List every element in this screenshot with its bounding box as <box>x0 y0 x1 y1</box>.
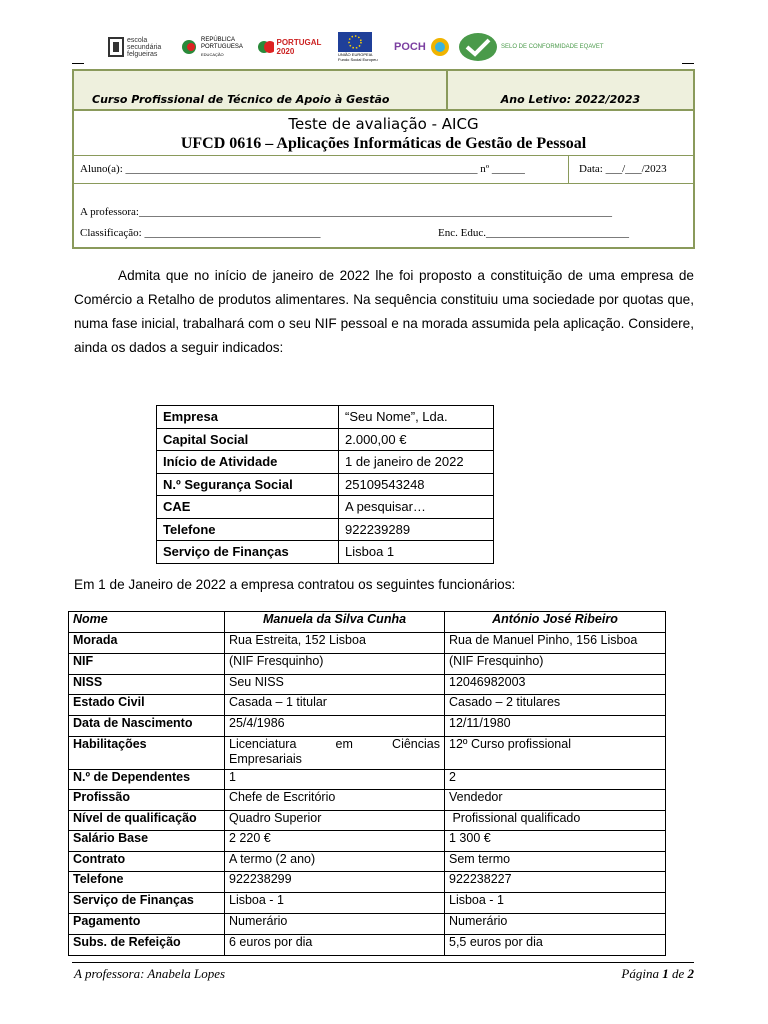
eu-flag-icon <box>338 32 372 52</box>
table-row <box>69 633 666 654</box>
employee-b-value-text: Rua de Manuel Pinho, 156 Lisboa <box>449 633 638 647</box>
test-title: Teste de avaliação - AICG <box>288 115 479 133</box>
employee-b-value: 2 <box>445 770 666 790</box>
employee-b-value: Sem termo <box>445 852 666 872</box>
employee-a-value-text: Licenciatura em Ciências Empresariais <box>229 737 440 766</box>
table-row <box>69 716 666 737</box>
company-value: 25109543248 <box>339 473 494 496</box>
republica-emblem-icon <box>180 38 198 56</box>
company-value: 922239289 <box>339 518 494 541</box>
eqavet-label: SELO DE CONFORMIDADE EQAVET <box>501 43 604 50</box>
republica-logo-sub: EDUCAÇÃO <box>201 51 224 57</box>
employee-field: Profissão <box>69 790 225 811</box>
table-row <box>69 770 666 790</box>
eqavet-logo <box>458 30 604 64</box>
table-row <box>69 695 666 716</box>
employee-field: NIF <box>69 654 225 675</box>
table-row <box>157 541 494 564</box>
portugal2020-emblem-icon <box>256 38 274 56</box>
school-year: Ano Letivo: 2022/2023 <box>500 93 641 106</box>
company-key: Capital Social <box>157 428 339 451</box>
ufcd-title: UFCD 0616 – Aplicações Informáticas de Gestão de Pessoal <box>180 135 587 152</box>
course-name: Curso Profissional de Técnico de Apoio à Gestão <box>74 71 448 109</box>
company-key: Serviço de Finanças <box>157 541 339 564</box>
employee-b-value: Numerário <box>445 914 666 935</box>
employee-b-value: 12046982003 <box>445 675 666 695</box>
employee-field: NISS <box>69 675 225 695</box>
employee-a-value: Lisboa - 1 <box>225 893 445 914</box>
table-row <box>69 914 666 935</box>
table-row <box>69 811 666 831</box>
employee-b-value <box>445 633 666 654</box>
school-logo-line: escola <box>127 36 148 44</box>
eu-logo <box>338 30 378 64</box>
company-key: CAE <box>157 496 339 519</box>
employees-intro: Em 1 de Janeiro de 2022 a empresa contratou os seguintes funcionários: <box>74 577 516 592</box>
eu-sub: Fundo Social Europeu <box>338 57 378 62</box>
eqavet-check-icon <box>458 32 498 62</box>
company-value: A pesquisar… <box>339 496 494 519</box>
employee-field: Estado Civil <box>69 695 225 716</box>
employee-field: Subs. de Refeição <box>69 935 225 956</box>
company-value: Lisboa 1 <box>339 541 494 564</box>
company-key: Telefone <box>157 518 339 541</box>
table-row <box>69 872 666 893</box>
employee-a-value: Quadro Superior <box>225 811 445 831</box>
intro-paragraph: Admita que no início de janeiro de 2022 lhe foi proposto a constituição de uma empresa de Comércio a Retalho de produtos alimentares. Na sequência constituiu uma sociedade por quotas que, numa fase inicial, trabalhará com o seu NIF pessoal e na morada assumida pela aplicação. Considere, ainda os dados a seguir indicados: <box>74 268 694 355</box>
employee-a-value: 6 euros por dia <box>225 935 445 956</box>
employee-field: Nome <box>69 612 225 633</box>
employee-b-value: António José Ribeiro <box>445 612 666 633</box>
employee-b-value: 922238227 <box>445 872 666 893</box>
school-emblem-icon <box>108 36 124 58</box>
employee-a-value <box>225 737 445 770</box>
employee-field: Pagamento <box>69 914 225 935</box>
company-table <box>156 405 494 564</box>
footer-divider <box>72 962 694 963</box>
employee-field: Morada <box>69 633 225 654</box>
table-row <box>69 935 666 956</box>
school-logo <box>108 30 161 64</box>
employees-table <box>68 611 666 956</box>
course-row <box>74 71 693 111</box>
grade-field: Classificação: ________________________________ <box>80 227 321 239</box>
page-total: 2 <box>687 966 694 981</box>
employee-b-value: 12/11/1980 <box>445 716 666 737</box>
page-of: de <box>671 966 685 981</box>
table-row <box>69 852 666 872</box>
employee-b-value: 5,5 euros por dia <box>445 935 666 956</box>
table-row <box>69 831 666 852</box>
poch-logo <box>394 30 451 64</box>
employee-field: Contrato <box>69 852 225 872</box>
table-row <box>157 518 494 541</box>
guardian-field: Enc. Educ.__________________________ <box>438 227 629 239</box>
page-current: 1 <box>662 966 669 981</box>
page-number <box>621 966 694 982</box>
table-row <box>69 612 666 633</box>
table-row <box>157 496 494 519</box>
student-name-field: Aluno(a): ________________________________________________________________ nº ______ <box>80 163 525 175</box>
grade-row <box>80 227 680 239</box>
employee-b-value: (NIF Fresquinho) <box>445 654 666 675</box>
company-value: 1 de janeiro de 2022 <box>339 451 494 474</box>
page-label: Página <box>621 966 659 981</box>
employee-field: Data de Nascimento <box>69 716 225 737</box>
crop-mark-left <box>72 63 84 64</box>
eu-label: UNIÃO EUROPEIA <box>338 52 373 57</box>
footer-teacher: A professora: Anabela Lopes <box>74 966 226 981</box>
table-row <box>69 675 666 695</box>
poch-swirl-icon <box>429 36 451 58</box>
company-value: “Seu Nome”, Lda. <box>339 406 494 429</box>
teacher-field: A professora:______________________________________________________________________________________ <box>80 206 612 218</box>
table-row <box>157 406 494 429</box>
republica-logo <box>180 30 243 64</box>
poch-label: POCH <box>394 40 426 53</box>
employee-a-value: 1 <box>225 770 445 790</box>
company-key: N.º Segurança Social <box>157 473 339 496</box>
portugal2020-label: PORTUGAL 2020 <box>276 38 322 56</box>
employee-a-value: 25/4/1986 <box>225 716 445 737</box>
portugal2020-logo <box>256 30 328 64</box>
employee-a-value: 2 220 € <box>225 831 445 852</box>
employee-b-value: 1 300 € <box>445 831 666 852</box>
employee-b-value: Casado – 2 titulares <box>445 695 666 716</box>
test-header <box>72 69 695 249</box>
employee-a-value: (NIF Fresquinho) <box>225 654 445 675</box>
employee-a-value: Seu NISS <box>225 675 445 695</box>
company-value: 2.000,00 € <box>339 428 494 451</box>
employee-field: Serviço de Finanças <box>69 893 225 914</box>
employee-a-value: Chefe de Escritório <box>225 790 445 811</box>
table-row <box>157 473 494 496</box>
employee-b-value: 12º Curso profissional <box>445 737 666 770</box>
employee-a-value: Rua Estreita, 152 Lisboa <box>225 633 445 654</box>
republica-logo-line: REPÚBLICA <box>201 36 236 43</box>
company-key: Empresa <box>157 406 339 429</box>
employee-b-value: Profissional qualificado <box>445 811 666 831</box>
employee-field: Telefone <box>69 872 225 893</box>
table-row <box>157 428 494 451</box>
employee-b-value: Lisboa - 1 <box>445 893 666 914</box>
table-row <box>69 654 666 675</box>
employee-a-value: Numerário <box>225 914 445 935</box>
table-row <box>157 451 494 474</box>
crop-mark-right <box>682 63 694 64</box>
employee-a-value: Manuela da Silva Cunha <box>225 612 445 633</box>
school-logo-line: secundária <box>127 43 162 51</box>
employee-field: Salário Base <box>69 831 225 852</box>
date-field: Data: ___/___/2023 <box>568 156 693 183</box>
table-row <box>69 737 666 770</box>
company-key: Início de Atividade <box>157 451 339 474</box>
employee-field: Nível de qualificação <box>69 811 225 831</box>
table-row <box>69 790 666 811</box>
table-row <box>69 893 666 914</box>
employee-a-value: A termo (2 ano) <box>225 852 445 872</box>
student-row <box>74 156 693 184</box>
employee-field: Habilitações <box>69 737 225 770</box>
title-row <box>74 111 693 156</box>
employee-a-value: Casada – 1 titular <box>225 695 445 716</box>
school-logo-line: felgueiras <box>127 50 158 58</box>
logo-strip <box>108 30 648 64</box>
employee-b-value: Vendedor <box>445 790 666 811</box>
employee-field: N.º de Dependentes <box>69 770 225 790</box>
employee-a-value: 922238299 <box>225 872 445 893</box>
republica-logo-line: PORTUGUESA <box>201 43 243 50</box>
